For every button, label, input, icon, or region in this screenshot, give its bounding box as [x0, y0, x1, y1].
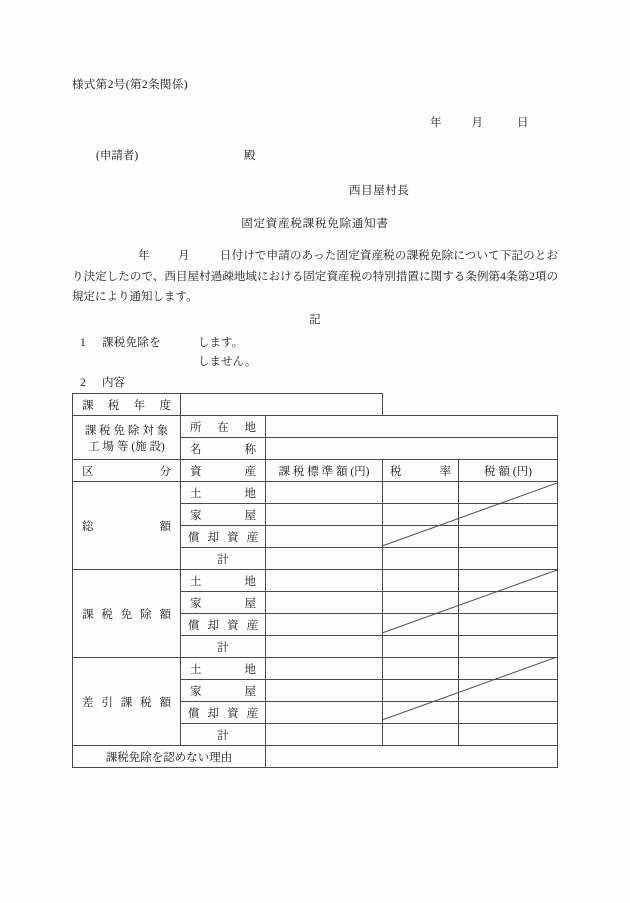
- section-2-row-0-tax-base[interactable]: [266, 658, 383, 680]
- issue-date-year-label: 年: [430, 117, 442, 129]
- column-header-division-label: 区 分: [82, 465, 171, 478]
- list-item-2-number: 2: [80, 377, 86, 389]
- reason-label-cell: 課税免除を認めない理由: [73, 746, 266, 768]
- body-paragraph: [72, 246, 558, 308]
- location-value-cell[interactable]: [266, 416, 558, 438]
- section-2-row-2-tax-rate[interactable]: [383, 702, 459, 724]
- section-1-asset-0-label: [181, 570, 266, 592]
- section-2-row-1-tax-amount[interactable]: [459, 680, 558, 702]
- table-row-reason: [73, 746, 558, 768]
- section-1-row-1-tax-base[interactable]: [266, 592, 383, 614]
- form-code: 様式第2号(第2条関係): [72, 79, 188, 91]
- section-1-row-0-tax-amount[interactable]: [459, 570, 558, 592]
- list-item-1-label: 課税免除を: [102, 337, 161, 349]
- column-header-asset: [181, 460, 266, 482]
- section-0-row-2-tax-amount[interactable]: [459, 526, 558, 548]
- section-1-row-2-tax-rate[interactable]: [383, 614, 459, 636]
- asset-label-depreciable: 償 却 資 産: [188, 619, 258, 632]
- table-row: [73, 658, 558, 680]
- column-header-tax-rate-label: 税 率: [390, 465, 451, 478]
- section-0-asset-0-label: [181, 482, 266, 504]
- asset-label-building: 家 屋: [190, 597, 256, 610]
- honorific-label: 殿: [244, 150, 256, 162]
- body-date-year: 年: [138, 250, 150, 262]
- issuer-name: 西目屋村長: [349, 185, 410, 197]
- applicant-line: [96, 147, 396, 163]
- asset-label-building: 家 屋: [190, 685, 256, 698]
- section-0-row-0-tax-base[interactable]: [266, 482, 383, 504]
- location-label-cell: [181, 416, 266, 438]
- section-1-row-3-tax-base[interactable]: [266, 636, 383, 658]
- asset-label-building: 家 屋: [190, 509, 256, 522]
- section-0-row-1-tax-amount[interactable]: [459, 504, 558, 526]
- target-facility-label-line1: 課 税 免 除 対 象: [84, 424, 169, 437]
- issue-date-month-label: 月: [471, 117, 483, 129]
- section-1-row-2-tax-base[interactable]: [266, 614, 383, 636]
- name-label: 名 称: [190, 443, 256, 456]
- page-title: 固定資産税課税免除通知書: [241, 218, 389, 230]
- table-row: [73, 482, 558, 504]
- table-row-column-headers: [73, 460, 558, 482]
- section-0-row-0-tax-amount[interactable]: [459, 482, 558, 504]
- section-1-row-1-tax-amount[interactable]: [459, 592, 558, 614]
- section-0-row-1-tax-rate[interactable]: [383, 504, 459, 526]
- list-item-2: [80, 374, 125, 390]
- section-2-row-0-tax-amount[interactable]: [459, 658, 558, 680]
- applicant-label: (申請者): [96, 150, 139, 162]
- column-header-tax-base: 課 税 標 準 額 (円): [266, 460, 383, 482]
- section-2-row-3-tax-rate[interactable]: [383, 724, 459, 746]
- target-facility-label-cell: [73, 416, 181, 460]
- section-2-row-1-tax-base[interactable]: [266, 680, 383, 702]
- section-1-asset-1-label: [181, 592, 266, 614]
- reason-value-cell[interactable]: [266, 746, 558, 768]
- section-1-asset-2-label: [181, 614, 266, 636]
- name-label-cell: [181, 438, 266, 460]
- column-header-tax-amount: 税 額 (円): [459, 460, 558, 482]
- section-0-label-cell: [73, 482, 181, 570]
- section-1-label: 課 税 免 除 額: [82, 608, 171, 621]
- section-1-row-3-tax-rate[interactable]: [383, 636, 459, 658]
- issue-date-day-label: 日: [517, 117, 529, 129]
- section-0-label: 総 額: [82, 520, 171, 533]
- section-1-asset-3-label: 計: [181, 636, 266, 658]
- section-0-row-2-tax-base[interactable]: [266, 526, 383, 548]
- section-0-row-3-tax-rate[interactable]: [383, 548, 459, 570]
- table-row: [73, 570, 558, 592]
- list-item-2-label: 内容: [102, 377, 125, 389]
- name-value-cell[interactable]: [266, 438, 558, 460]
- section-2-row-3-tax-base[interactable]: [266, 724, 383, 746]
- tax-year-spacer-2: [459, 394, 558, 416]
- section-1-row-3-tax-amount[interactable]: [459, 636, 558, 658]
- list-item-1: [80, 334, 243, 350]
- body-paragraph-text: 日付けで申請のあった固定資産税の課税免除について下記のとおり決定したので、西目屋村過疎地域における固定資産税の特別措置に関する条例第4条第2項の規定により通知します。: [72, 250, 559, 303]
- tax-year-label: 課 税 年 度: [82, 399, 171, 412]
- location-label: 所 在 地: [190, 421, 256, 434]
- section-1-row-1-tax-rate[interactable]: [383, 592, 459, 614]
- ki-mark: 記: [309, 314, 321, 326]
- asset-label-depreciable: 償 却 資 産: [188, 531, 258, 544]
- section-0-asset-2-label: [181, 526, 266, 548]
- section-2-asset-1-label: [181, 680, 266, 702]
- issue-date-line: [430, 114, 529, 130]
- section-2-row-3-tax-amount[interactable]: [459, 724, 558, 746]
- exemption-option-no[interactable]: しません。: [198, 356, 257, 368]
- section-1-label-cell: [73, 570, 181, 658]
- table-row-tax-year: [73, 394, 558, 416]
- exemption-option-yes[interactable]: します。: [198, 337, 244, 349]
- section-1-row-2-tax-amount[interactable]: [459, 614, 558, 636]
- section-0-row-2-tax-rate[interactable]: [383, 526, 459, 548]
- asset-label-land: 土 地: [190, 663, 256, 676]
- list-item-1-number: 1: [80, 337, 86, 349]
- column-header-asset-label: 資 産: [190, 465, 256, 478]
- section-0-row-3-tax-base[interactable]: [266, 548, 383, 570]
- content-table-wrapper: [72, 393, 557, 768]
- section-2-row-1-tax-rate[interactable]: [383, 680, 459, 702]
- section-2-row-0-tax-rate[interactable]: [383, 658, 459, 680]
- section-2-row-2-tax-base[interactable]: [266, 702, 383, 724]
- section-2-asset-2-label: [181, 702, 266, 724]
- section-2-label: 差 引 課 税 額: [82, 696, 171, 709]
- section-1-row-0-tax-rate[interactable]: [383, 570, 459, 592]
- table-row-location: [73, 416, 558, 438]
- tax-year-label-cell: [73, 394, 181, 416]
- section-0-asset-1-label: [181, 504, 266, 526]
- column-header-division: [73, 460, 181, 482]
- section-2-asset-0-label: [181, 658, 266, 680]
- section-2-row-2-tax-amount[interactable]: [459, 702, 558, 724]
- section-0-row-0-tax-rate[interactable]: [383, 482, 459, 504]
- section-1-row-0-tax-base[interactable]: [266, 570, 383, 592]
- section-0-asset-3-label: 計: [181, 548, 266, 570]
- tax-year-spacer-1: [383, 394, 459, 416]
- tax-year-value-cell[interactable]: [181, 394, 383, 416]
- section-0-row-1-tax-base[interactable]: [266, 504, 383, 526]
- asset-label-land: 土 地: [190, 487, 256, 500]
- body-date-month: 月: [177, 250, 190, 262]
- target-facility-label-line2: 工 場 等 (施 設): [88, 440, 165, 453]
- section-0-row-3-tax-amount[interactable]: [459, 548, 558, 570]
- asset-label-land: 土 地: [190, 575, 256, 588]
- section-2-asset-3-label: 計: [181, 724, 266, 746]
- content-table: [72, 393, 558, 768]
- section-2-label-cell: [73, 658, 181, 746]
- column-header-tax-rate: [383, 460, 459, 482]
- asset-label-depreciable: 償 却 資 産: [188, 707, 258, 720]
